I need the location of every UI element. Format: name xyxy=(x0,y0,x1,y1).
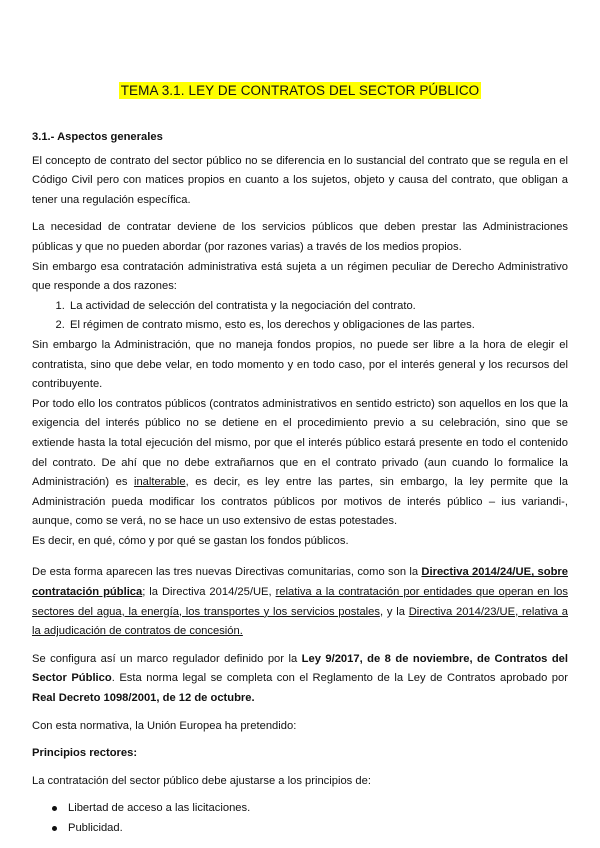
paragraph-law xyxy=(32,650,568,709)
principle-text: Publicidad. xyxy=(68,822,123,834)
principles-list xyxy=(32,799,568,838)
paragraph-directives xyxy=(32,563,568,641)
paragraph-3: Sin embargo esa contratación administrativa está sujeta a un régimen peculiar de Derecho Administrativo que responde a dos razones: xyxy=(32,260,568,293)
law-intro: Se configura así un marco regulador definido por la xyxy=(32,652,302,665)
paragraph-1: El concepto de contrato del sector público no se diferencia en lo sustancial del contrato que se regula en el Código Civil pero con matices propios en cuanto a los sujetos, objeto y causa del contrato, que obligan a tener una regulación específica. xyxy=(32,154,568,206)
document-body xyxy=(32,128,568,839)
directives-mid-1: ; la Directiva 2014/25/UE, xyxy=(142,586,276,599)
law-mid: . Esta norma legal se completa con el Reglamento de la Ley de Contratos aprobado por xyxy=(111,672,568,685)
directive-2014-25-link[interactable]: relativa a la contratación por entidades que operan en los sectores del agua, la energía, los transportes y los servicios postales xyxy=(32,586,568,618)
title-wrap xyxy=(0,82,600,100)
underlined-term: inalterable xyxy=(133,476,186,489)
paragraph-10: La contratación del sector público debe ajustarse a los principios de: xyxy=(32,774,371,787)
section-heading: 3.1.- Aspectos generales xyxy=(32,131,163,143)
bullet-icon xyxy=(52,826,57,831)
principle-item xyxy=(68,799,568,819)
bullet-icon xyxy=(52,806,57,811)
paragraph-6: Es decir, en qué, cómo y por qué se gastan los fondos públicos. xyxy=(32,534,349,547)
directive-2014-23-link[interactable]: Directiva 2014/23/UE, relativa a la adjudicación de contratos de concesión. xyxy=(32,605,569,638)
paragraph-4: Sin embargo la Administración, que no maneja fondos propios, no puede ser libre a la hora de elegir el contratista, sino que debe velar, en todo momento y en todo caso, por el interés general y los recursos del contribuyente. xyxy=(32,338,568,391)
reason-item: 2. El régimen de contrato mismo, esto es, los derechos y obligaciones de las partes. xyxy=(68,316,568,336)
reasons-list xyxy=(32,297,568,336)
directives-mid-2: , y la xyxy=(379,605,409,618)
principle-item xyxy=(68,819,568,839)
paragraph-5-text-b: , es decir, es ley entre las partes, sin embargo, la ley permite que la Administración pueda modificar los contratos públicos por motivos de interés público – ius variandi-, aunque, como se verá, no se hace un uso extensivo de estas potestades. xyxy=(32,476,568,528)
decree-name: Real Decreto 1098/2001, de 12 de octubre. xyxy=(32,692,255,705)
paragraph-5 xyxy=(32,395,568,532)
paragraph-9: Con esta normativa, la Unión Europea ha pretendido: xyxy=(32,719,297,732)
document-title: TEMA 3.1. LEY DE CONTRATOS DEL SECTOR PÚBLICO xyxy=(120,83,480,98)
directives-intro: De esta forma aparecen las tres nuevas Directivas comunitarias, como son la xyxy=(32,566,422,579)
paragraph-2: La necesidad de contratar deviene de los servicios públicos que deben prestar las Administraciones públicas y que no pueden abordar (por razones varias) a través de los medios propios. xyxy=(32,221,568,253)
paragraph-5-text-a: Por todo ello los contratos públicos (contratos administrativos en sentido estricto) son aquellos en los que la exigencia del interés público no se detiene en el procedimiento previo a su celebración, sino que se extiende hasta la total ejecución del mismo, por que el interés público estará presente en todo el contenido del contrato. De ahí que no debe extrañarnos que en el contrato privado (aun cuando lo formalice la Administración) es xyxy=(32,397,568,489)
directive-2014-24-link[interactable]: Directiva 2014/24/UE, sobre contratación pública xyxy=(32,566,568,599)
principles-heading: Principios rectores: xyxy=(32,747,138,760)
law-name: Ley 9/2017, de 8 de noviembre, de Contratos del Sector Público xyxy=(32,652,568,685)
principle-text: Libertad de acceso a las licitaciones. xyxy=(68,802,251,815)
reason-item: 1. La actividad de selección del contratista y la negociación del contrato. xyxy=(68,297,568,317)
